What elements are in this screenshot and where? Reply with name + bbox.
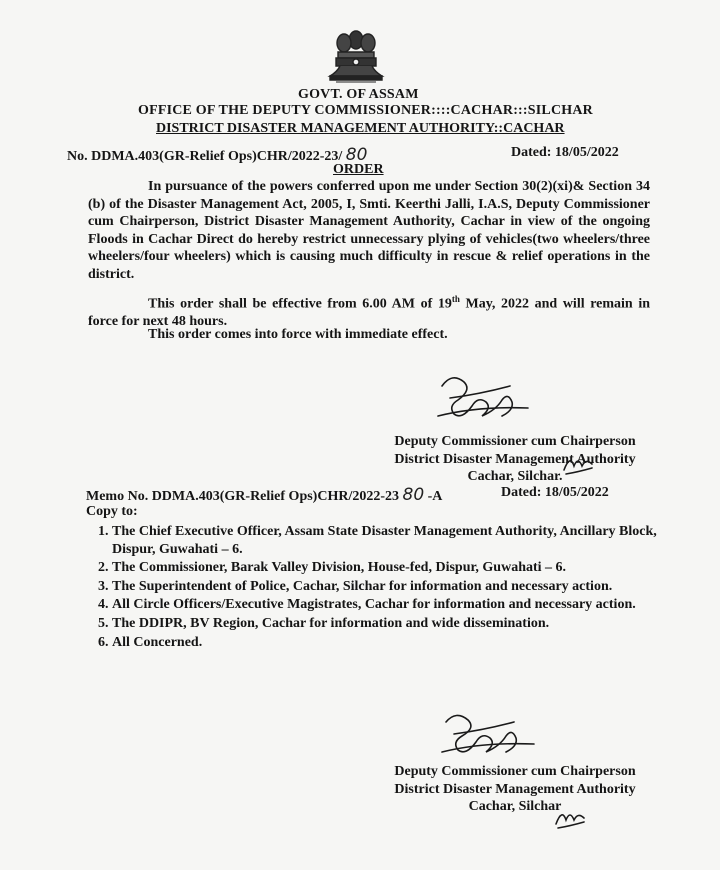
order-paragraph-2 xyxy=(88,291,650,331)
memo-suffix: -A xyxy=(427,489,443,504)
reference-handwritten-number: 80 xyxy=(345,145,368,165)
national-emblem-icon xyxy=(326,26,386,88)
office-heading: OFFICE OF THE DEPUTY COMMISSIONER::::CACHAR:::SILCHAR xyxy=(138,103,593,118)
list-item: 2. The Commissioner, Barak Valley Division, House-fed, Dispur, Guwahati – 6. xyxy=(112,559,686,577)
signatory-authority: District Disaster Management Authority xyxy=(394,781,636,797)
signature-block-1 xyxy=(370,433,660,486)
order-paragraph-2-start: This order shall be effective from 6.00 AM of 19 xyxy=(148,296,452,312)
signature-2-icon xyxy=(436,706,546,764)
list-item: 3. The Superintendent of Police, Cachar, Silchar for information and necessary action. xyxy=(112,578,686,596)
signatory-authority: District Disaster Management Authority xyxy=(394,451,636,467)
authority-heading: DISTRICT DISASTER MANAGEMENT AUTHORITY::CACHAR xyxy=(156,121,565,136)
signature-block-2 xyxy=(370,763,660,816)
memo-number xyxy=(86,485,442,505)
signature-1-icon xyxy=(430,368,540,428)
reference-number xyxy=(67,145,367,165)
ordinal-suffix: th xyxy=(451,294,460,304)
memo-number-text: Memo No. DDMA.403(GR-Relief Ops)CHR/2022-23 xyxy=(86,489,399,504)
list-item: 6. All Concerned. xyxy=(112,634,686,652)
list-item: 1. The Chief Executive Officer, Assam State Disaster Management Authority, Ancillary Block, Dispur, Guwahati – 6. xyxy=(112,523,686,558)
order-paragraph-1: In pursuance of the powers conferred upon me under Section 30(2)(xi)& Section 34 (b) of the Disaster Management Act, 2005, I, Smti. Keerthi Jalli, I.A.S, Deputy Commissioner cum Chairperson, District Disaster Management Authority, Cachar in view of the ongoing Floods in Cachar Direct do hereby restrict unnecessary plying of vehicles(two wheelers/three wheelers/four wheelers) which is causing much difficulty in rescue & relief operations in the district. xyxy=(88,179,650,282)
list-item: 5. The DDIPR, BV Region, Cachar for information and wide dissemination. xyxy=(112,615,686,633)
list-item: 4. All Circle Officers/Executive Magistrates, Cachar for information and necessary action. xyxy=(112,596,686,614)
order-title: ORDER xyxy=(333,162,384,177)
copy-to-list xyxy=(84,523,686,652)
order-paragraph-2-end: May, 2022 and will remain in force for next 48 hours. xyxy=(88,296,651,330)
signatory-location: Cachar, Silchar. xyxy=(467,469,563,484)
order-paragraph-3: This order comes into force with immediate effect. xyxy=(148,327,448,342)
reference-number-text: No. DDMA.403(GR-Relief Ops)CHR/2022-23/ xyxy=(67,149,343,164)
initials-2-icon xyxy=(552,802,588,832)
memo-handwritten-number: 80 xyxy=(402,485,425,505)
memo-date: Dated: 18/05/2022 xyxy=(501,485,609,500)
signatory-title: Deputy Commissioner cum Chairperson xyxy=(394,764,636,779)
copy-to-label: Copy to: xyxy=(86,504,138,519)
government-heading: GOVT. OF ASSAM xyxy=(298,87,419,102)
signatory-location: Cachar, Silchar xyxy=(468,799,562,814)
initials-1-icon xyxy=(560,448,596,478)
order-date: Dated: 18/05/2022 xyxy=(511,145,619,160)
signatory-title: Deputy Commissioner cum Chairperson xyxy=(394,434,636,449)
